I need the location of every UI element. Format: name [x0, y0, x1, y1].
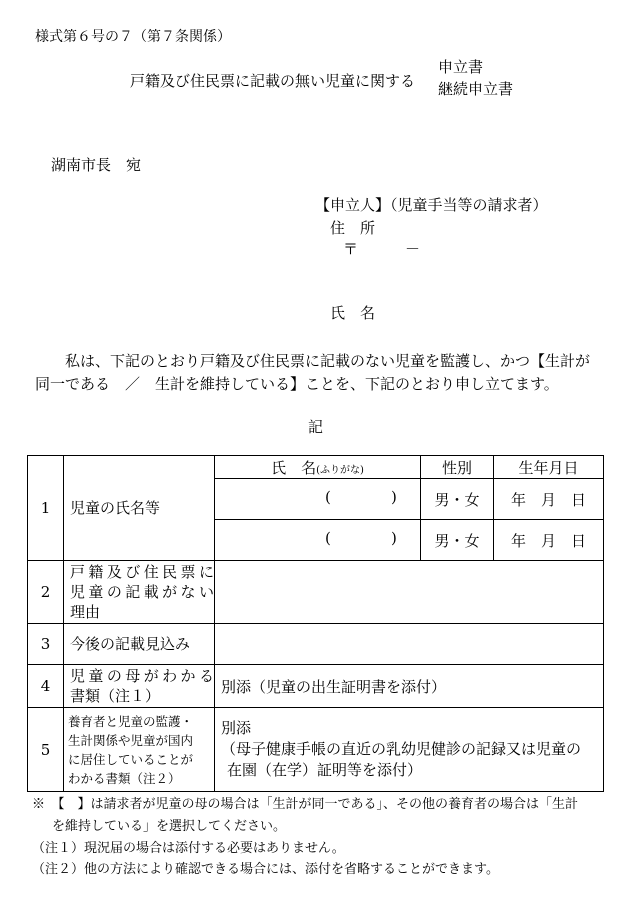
- postal-dash: －: [405, 240, 421, 258]
- title-option-application: 申立書: [438, 58, 484, 76]
- form-title: 戸籍及び住民票に記載の無い児童に関する: [130, 72, 416, 90]
- row2-label-line: 児童の記載がない: [70, 583, 214, 601]
- header-sex: 性別: [421, 456, 494, 479]
- note-1: （注１）現況届の場合は添付する必要はありません。: [32, 841, 345, 856]
- header-name-label: 氏 名: [271, 458, 317, 477]
- row5-label-line: に居住していることが: [68, 751, 194, 767]
- row5-number: 5: [28, 708, 64, 792]
- row5-label-line: わかる書類（注２）: [68, 770, 181, 786]
- postal-mark: 〒: [343, 240, 359, 258]
- addressee: 湖南市長 宛: [51, 156, 142, 174]
- row1-number: 1: [28, 456, 64, 561]
- row5-label: [64, 708, 215, 792]
- row5-value-line: 別添: [221, 719, 252, 737]
- row3-label: 今後の記載見込み: [64, 624, 215, 665]
- child1-sex[interactable]: 男・女: [421, 479, 494, 520]
- header-name: [215, 456, 421, 479]
- note-star-line2-pre: を維持している」: [52, 819, 157, 834]
- note-star-line2-post: を選択してください。: [156, 819, 287, 834]
- row2-label: [64, 561, 215, 624]
- row3-value[interactable]: [215, 624, 604, 665]
- child2-paren-close: ): [391, 529, 397, 547]
- note-star-line1: ※ 【 】は請求者が児童の母の場合は「生計が同一である」、その他の養育者の場合は「生計: [32, 797, 579, 812]
- row4-number: 4: [28, 665, 64, 708]
- row2-number: 2: [28, 561, 64, 624]
- address-label: 住 所: [330, 219, 376, 237]
- row5-value: [215, 708, 604, 792]
- applicant-heading: 【申立人】（児童手当等の請求者）: [315, 196, 548, 214]
- row4-value: 別添（児童の出生証明書を添付）: [215, 665, 604, 708]
- row5-value-line: （母子健康手帳の直近の乳幼児健診の記録又は児童の: [221, 740, 582, 758]
- child1-name-cell[interactable]: [215, 479, 421, 520]
- statement-line1: 私は、下記のとおり戸籍及び住民票に記載のない児童を監護し、かつ【生計が: [65, 352, 591, 370]
- child1-paren-open: (: [325, 488, 331, 506]
- child2-birth[interactable]: 年 月 日: [494, 520, 604, 561]
- ki-heading: 記: [308, 418, 324, 436]
- row4-label-line: 書類（注１）: [70, 687, 161, 705]
- title-option-continuation: 継続申立書: [438, 80, 514, 98]
- child1-paren-close: ): [391, 488, 397, 506]
- row5-value-line: 在園（在学）証明等を添付）: [227, 761, 423, 779]
- child2-name-cell[interactable]: [215, 520, 421, 561]
- row1-label: 児童の氏名等: [64, 456, 215, 561]
- details-table: [27, 455, 604, 792]
- header-birth: 生年月日: [494, 456, 604, 479]
- note-star-line2: [52, 815, 286, 834]
- row2-label-line: 戸籍及び住民票に: [70, 563, 214, 581]
- row5-label-line: 養育者と児童の監護・: [68, 713, 194, 729]
- row2-label-line: 理由: [70, 603, 101, 621]
- child1-birth[interactable]: 年 月 日: [494, 479, 604, 520]
- row4-label-line: 児童の母がわかる: [70, 667, 214, 685]
- child2-paren-open: (: [325, 529, 331, 547]
- row2-value[interactable]: [215, 561, 604, 624]
- header-name-ruby: (ふりがな): [316, 464, 364, 476]
- row4-label: [64, 665, 215, 708]
- note-2: （注２）他の方法により確認できる場合には、添付を省略することができます。: [32, 862, 499, 877]
- row5-label-line: 生計関係や児童が国内: [68, 732, 194, 748]
- name-label: 氏 名: [330, 304, 376, 322]
- row3-number: 3: [28, 624, 64, 665]
- child2-sex[interactable]: 男・女: [421, 520, 494, 561]
- statement-line2: 同一である ／ 生計を維持している】ことを、下記のとおり申し立てます。: [35, 375, 559, 393]
- form-number: 様式第６号の７（第７条関係）: [35, 29, 231, 45]
